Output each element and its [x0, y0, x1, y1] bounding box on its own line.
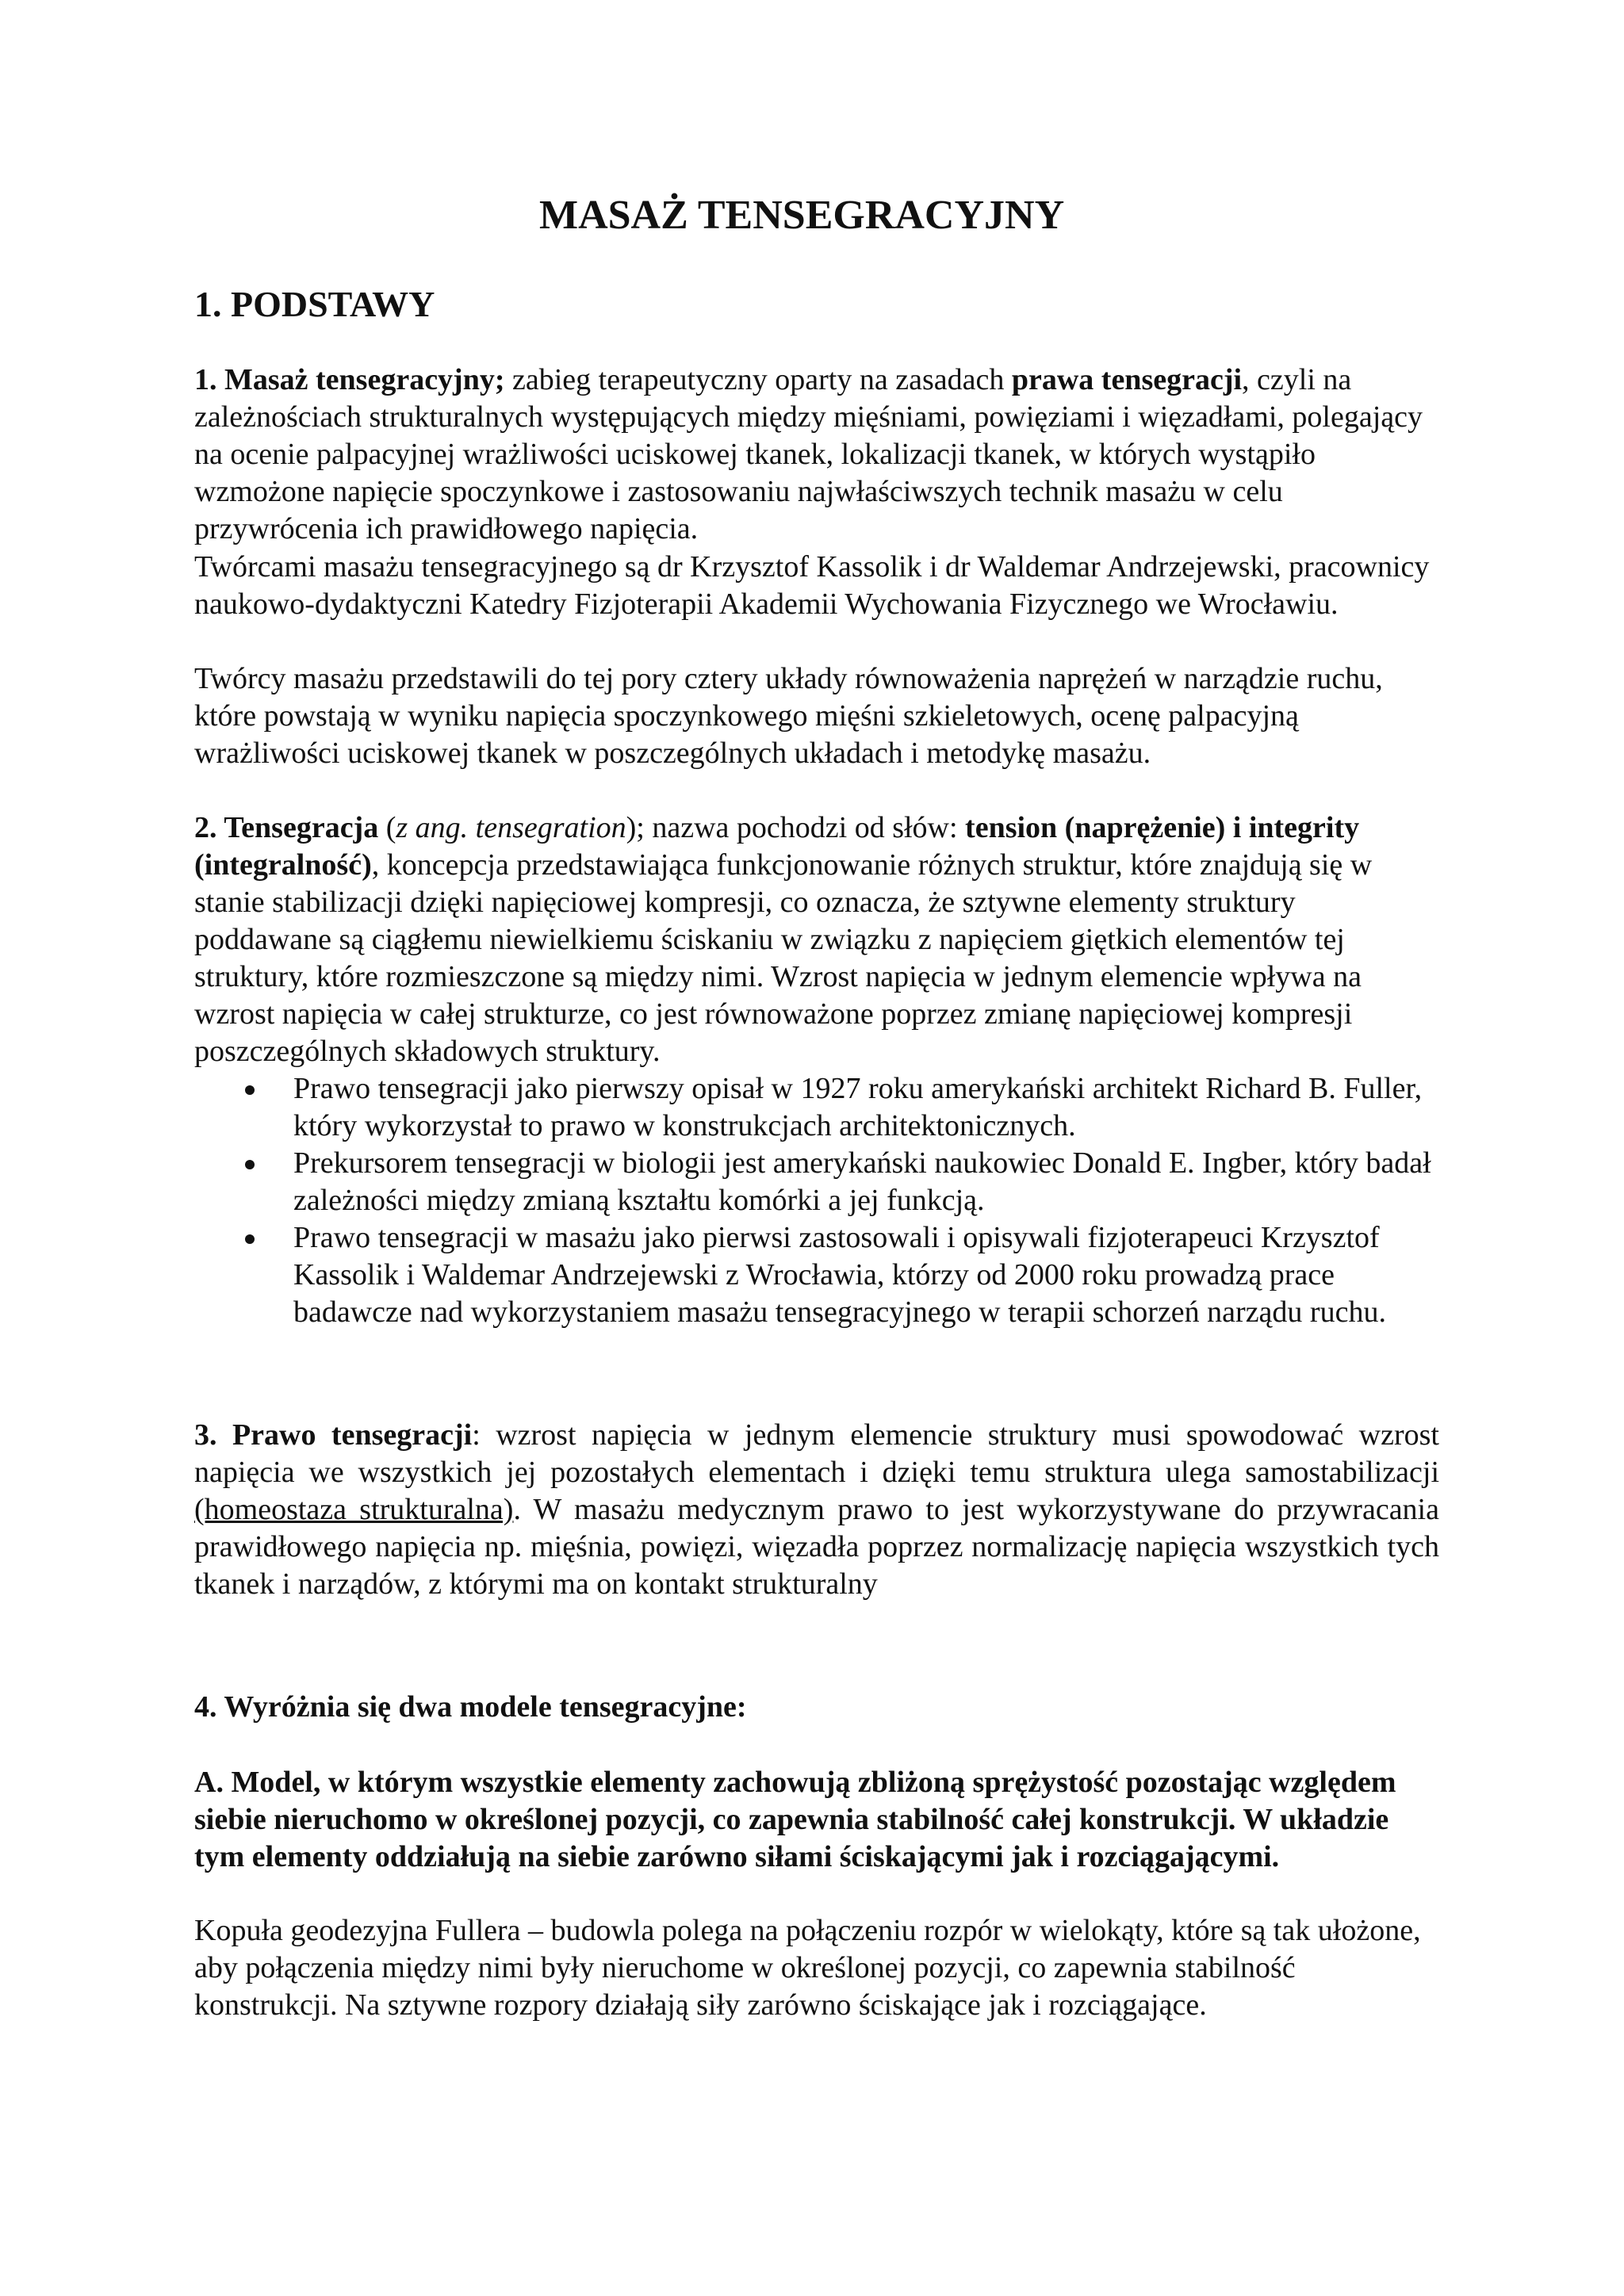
paragraph-2-bold-words: tension (naprężenie) i integrity (integralność) [194, 811, 1360, 882]
paragraph-1-text-b: , czyli na zależnościach strukturalnych występujących między mięśniami, powięziami i więzadłami, polegający na ocenie palpacyjnej wrażliwości uciskowej tkanek, lokalizacji tkanek, w których wystąpiło wzmożone napięcie spoczynkowe i zastosowaniu najwłaściwszych technik masażu w celu przywrócenia ich prawidłowego napięcia. [194, 363, 1423, 545]
paragraph-3-lead: 3. Prawo tensegracji [194, 1418, 473, 1452]
document-title: MASAŻ TENSEGRACYJNY [539, 193, 1065, 238]
list-item-text: Prekursorem tensegracji w biologii jest amerykański naukowiec Donald E. Ingber, który badał zależności między zmianą kształtu komórki a jej funkcją. [293, 1146, 1431, 1217]
section-2 [194, 809, 1439, 1331]
list-item [194, 1219, 1439, 1331]
bullet-icon [245, 1234, 255, 1244]
bullet-icon [245, 1085, 255, 1095]
model-a-heading-text: A. Model, w którym wszystkie elementy zachowują zbliżoną sprężystość pozostając względem siebie nieruchomo w określonej pozycji, co zapewnia stabilność całej konstrukcji. W układzie tym elementy oddziałują na siebie zarówno siłami ściskającymi jak i rozciągającymi. [194, 1766, 1396, 1873]
paragraph-1-text-a: zabieg terapeutyczny oparty na zasadach [504, 363, 1012, 396]
paragraph-systems: Twórcy masażu przedstawili do tej pory cztery układy równoważenia naprężeń w narządzie ruchu, które powstają w wyniku napięcia spoczynkowego mięśni szkieletowych, ocenę palpacyjną wrażliwości uciskowej tkanek w poszczególnych układach i metodykę masażu. [194, 662, 1383, 770]
paragraph-2-lead: 2. Tensegracja [194, 811, 379, 844]
paragraph-3-text-a: : wzrost napięcia w jednym elemencie struktury musi spowodować wzrost napięcia we wszystkich jej pozostałych elementach i dzięki temu struktura ulega samostabilizacji [194, 1418, 1439, 1489]
paragraph-3 [194, 1417, 1439, 1603]
paragraph-2-text-b: , koncepcja przedstawiająca funkcjonowanie różnych struktur, które znajdują się w stanie stabilizacji dzięki napięciowej kompresji, co oznacza, że sztywne elementy struktury poddawane są ciągłemu niewielkiemu ściskaniu w związku z napięciem giętkich elementów tej struktury, które rozmieszczone są między nimi. Wzrost napięcia w jednym elemencie wpływa na wzrost napięcia w całej strukturze, co jest równoważone poprzez zmianę napięciowej kompresji poszczególnych składowych struktury. [194, 848, 1373, 1068]
paragraph-1-lead: 1. Masaż tensegracyjny; [194, 363, 505, 396]
paragraph-3-underlined: (homeostaza strukturalna) [194, 1493, 514, 1526]
list-item-text: Prawo tensegracji jako pierwszy opisał w 1927 roku amerykański architekt Richard B. Fuller, który wykorzystał to prawo w konstrukcjach architektonicznych. [293, 1072, 1423, 1142]
paragraph-1-term: prawa tensegracji [1011, 363, 1243, 396]
list-item [194, 1145, 1439, 1219]
paragraph-4-heading [194, 1689, 1439, 1726]
paragraph-2 [194, 809, 1439, 1070]
paragraph-2-paren: ( [378, 811, 396, 844]
model-a-heading [194, 1764, 1439, 1876]
bullet-list [194, 1070, 1439, 1331]
list-item-text: Prawo tensegracji w masażu jako pierwsi zastosowali i opisywali fizjoterapeuci Krzysztof Kassolik i Waldemar Andrzejewski z Wrocławia, którzy od 2000 roku prowadzą prace badawcze nad wykorzystaniem masażu tensegracyjnego w terapii schorzeń narządu ruchu. [293, 1221, 1386, 1329]
paragraph-4-heading-text: 4. Wyróżnia się dwa modele tensegracyjne: [194, 1690, 747, 1724]
paragraph-3-text-b: . W masażu medycznym prawo to jest wykorzystywane do przywracania prawidłowego napięcia np. mięśnia, powięzi, więzadła poprzez normalizację napięcia wszystkich tych tkanek i narządów, z którymi ma on kontakt strukturalny [194, 1493, 1439, 1601]
paragraph-2-italic: z ang. tensegration [396, 811, 626, 844]
paragraph-2-text-a: ); nazwa pochodzi od słów: [626, 811, 966, 844]
list-item [194, 1070, 1439, 1145]
paragraph-1 [194, 362, 1439, 548]
section-heading: 1. PODSTAWY [194, 284, 435, 324]
model-a-text: Kopuła geodezyjna Fullera – budowla polega na połączeniu rozpór w wielokąty, które są tak ułożone, aby połączenia między nimi były nieruchome w określonej pozycji, co zapewnia stabilność konstrukcji. Na sztywne rozpory działają siły zarówno ściskające jak i rozciągające. [194, 1914, 1421, 2022]
bullet-icon [245, 1160, 255, 1169]
paragraph-creators: Twórcami masażu tensegracyjnego są dr Krzysztof Kassolik i dr Waldemar Andrzejewski, pracownicy naukowo-dydaktyczni Katedry Fizjoterapii Akademii Wychowania Fizycznego we Wrocławiu. [194, 550, 1430, 621]
